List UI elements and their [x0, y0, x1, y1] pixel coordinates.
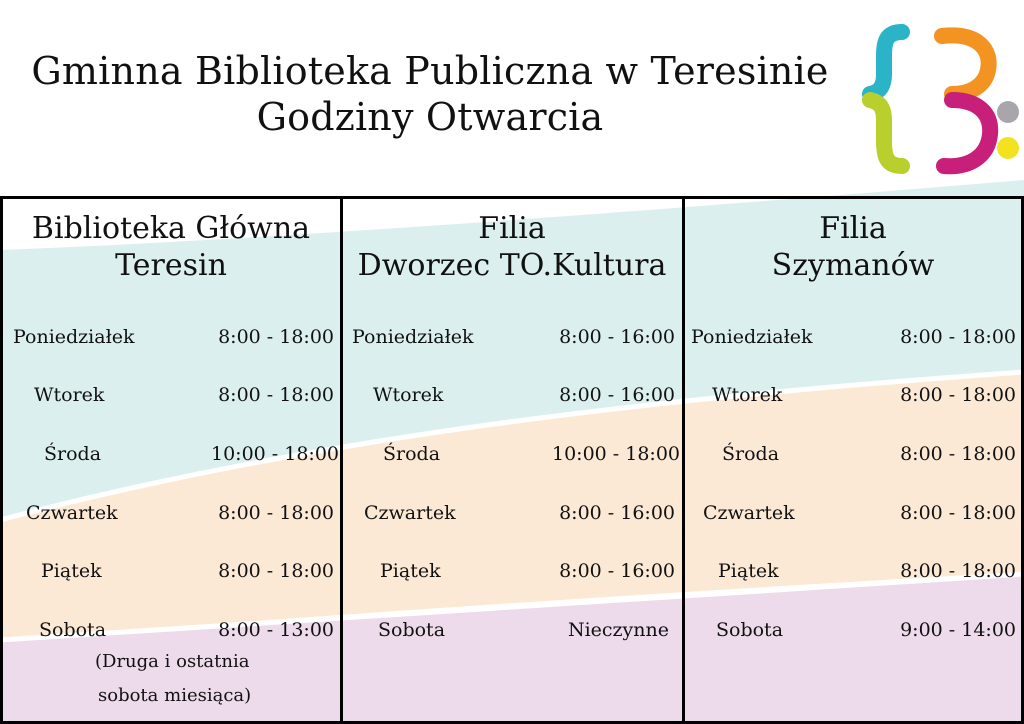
day-label: Poniedziałek	[13, 326, 135, 348]
schedule-row	[3, 498, 334, 528]
hours-value: 10:00 - 18:00	[551, 443, 680, 465]
schedule-row	[343, 615, 669, 645]
hours-value: 8:00 - 18:00	[900, 560, 1016, 582]
day-label: Środa	[722, 443, 780, 465]
schedule-row	[3, 380, 334, 410]
day-label: Wtorek	[373, 384, 444, 406]
hours-value: 8:00 - 18:00	[900, 502, 1016, 524]
schedule-row	[343, 322, 675, 352]
saturday-note: (Druga i ostatnia	[95, 651, 250, 672]
column-title-line: Dworzec TO.Kultura	[357, 248, 667, 283]
library-logo-icon	[858, 22, 1024, 180]
day-label: Piątek	[718, 560, 779, 582]
column-title-line: Biblioteka Główna	[31, 211, 311, 246]
day-label: Czwartek	[26, 502, 118, 524]
hours-value: 8:00 - 16:00	[559, 560, 675, 582]
schedule-row	[685, 556, 1016, 586]
schedule-table	[0, 196, 1024, 724]
day-label: Poniedziałek	[691, 326, 813, 348]
hours-value: 8:00 - 18:00	[218, 560, 334, 582]
hours-value: 8:00 - 18:00	[900, 326, 1016, 348]
opening-hours-title: Godziny Otwarcia	[256, 95, 604, 139]
hours-value: Nieczynne	[567, 619, 669, 641]
column-branch-szymanow	[685, 196, 1021, 724]
schedule-row	[685, 380, 1016, 410]
column-branch-dworzec	[343, 196, 681, 724]
hours-value: 8:00 - 18:00	[218, 502, 334, 524]
column-title-line: Filia	[819, 211, 887, 246]
schedule-row	[685, 615, 1016, 645]
day-label: Sobota	[39, 619, 107, 641]
column-title-line: Filia	[478, 211, 546, 246]
schedule-row	[3, 439, 339, 469]
column-main-library	[3, 196, 339, 724]
hours-value: 10:00 - 18:00	[210, 443, 339, 465]
schedule-row	[343, 556, 675, 586]
saturday-note: sobota miesiąca)	[98, 685, 252, 706]
hours-value: 8:00 - 16:00	[559, 326, 675, 348]
hours-value: 8:00 - 18:00	[218, 384, 334, 406]
column-title	[343, 210, 681, 284]
hours-value: 8:00 - 18:00	[218, 326, 334, 348]
day-label: Wtorek	[34, 384, 105, 406]
hours-value: 8:00 - 18:00	[900, 443, 1016, 465]
day-label: Poniedziałek	[352, 326, 474, 348]
day-label: Środa	[383, 443, 441, 465]
schedule-row	[685, 439, 1016, 469]
day-label: Piątek	[380, 560, 441, 582]
schedule-row	[685, 498, 1016, 528]
day-label: Sobota	[378, 619, 446, 641]
schedule-row	[685, 322, 1016, 352]
schedule-row	[343, 380, 675, 410]
schedule-row	[343, 439, 680, 469]
schedule-row	[3, 556, 334, 586]
day-label: Piątek	[41, 560, 102, 582]
column-title	[3, 210, 339, 284]
column-title-line: Szymanów	[771, 248, 935, 283]
hours-value: 8:00 - 16:00	[559, 502, 675, 524]
hours-value: 8:00 - 13:00	[218, 619, 334, 641]
day-label: Czwartek	[703, 502, 795, 524]
day-label: Sobota	[716, 619, 784, 641]
library-title: Gminna Biblioteka Publiczna w Teresinie	[31, 49, 829, 93]
day-label: Wtorek	[712, 384, 783, 406]
day-label: Środa	[44, 443, 102, 465]
hours-value: 8:00 - 18:00	[900, 384, 1016, 406]
hours-value: 9:00 - 14:00	[900, 619, 1016, 641]
schedule-row	[343, 498, 675, 528]
page-header	[0, 48, 860, 140]
day-label: Czwartek	[364, 502, 456, 524]
schedule-row	[3, 322, 334, 352]
hours-value: 8:00 - 16:00	[559, 384, 675, 406]
column-title-line: Teresin	[115, 248, 227, 283]
schedule-row	[3, 615, 334, 645]
column-title	[685, 210, 1021, 284]
